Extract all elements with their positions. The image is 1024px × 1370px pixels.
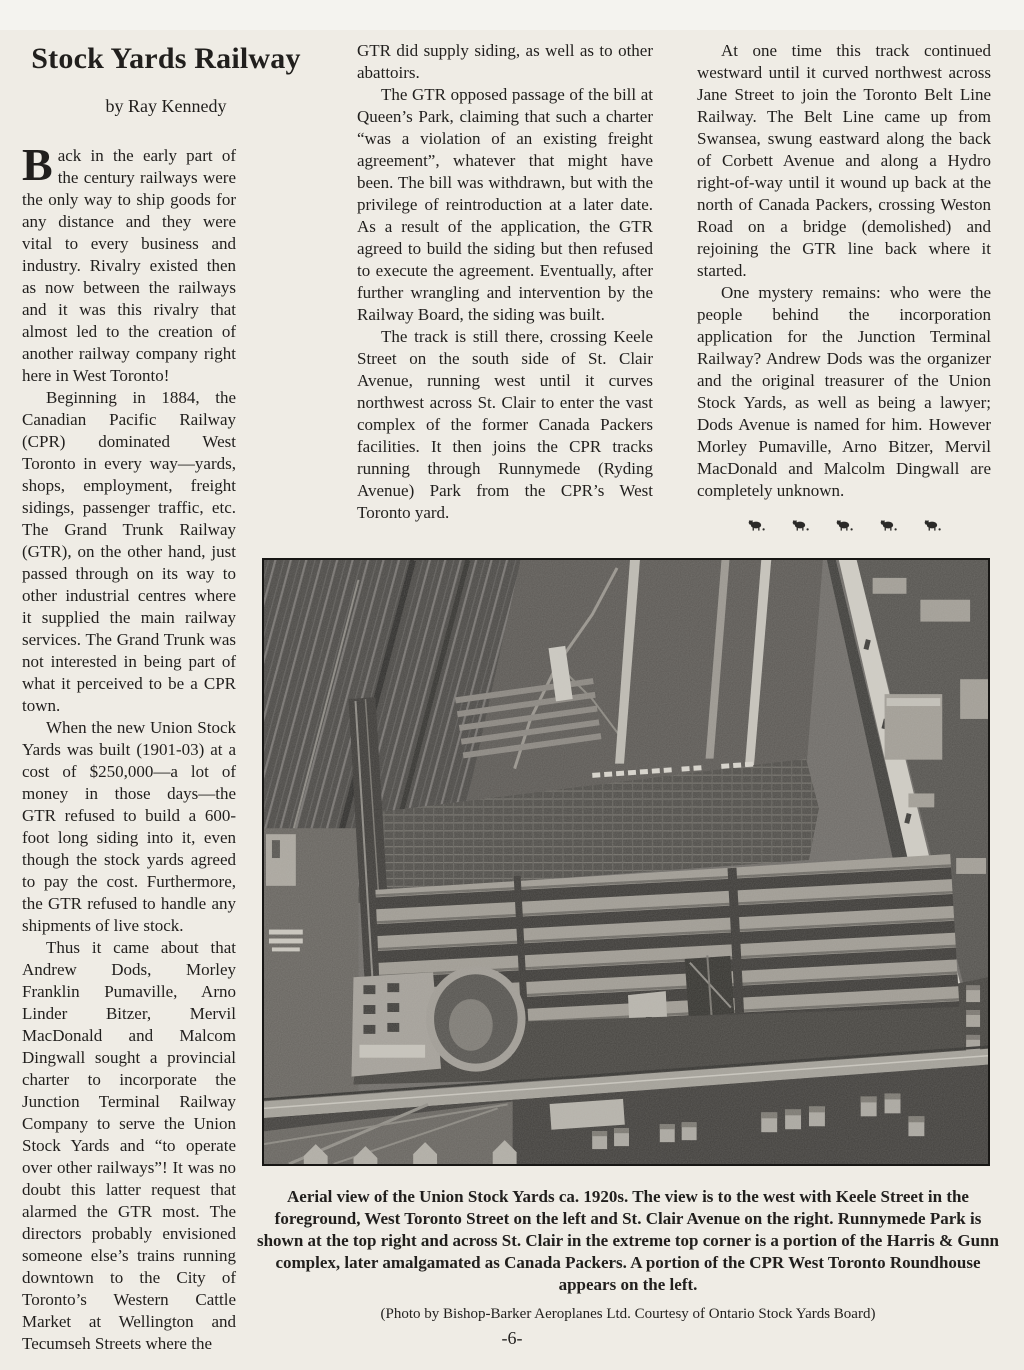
aerial-photo: [262, 558, 990, 1166]
dropcap-letter: B: [22, 139, 53, 190]
photo-credit: (Photo by Bishop-Barker Aeroplanes Ltd. Courtesy of Ontario Stock Yards Board): [380, 1306, 876, 1322]
photo-caption: [250, 1186, 1006, 1325]
cattle-dingbat: [880, 519, 897, 531]
paragraph: At one time this track continued westward until it curved northwest across Jane Street to join the Toronto Belt Line Railway. The Belt Line came up from Swansea, swung eastward along the back of Corbett Avenue and along a Hydro right-of-way until it wound up back at the north of Canada Packers, crossing Weston Road on a bridge (demolished) and rejoining the GTR line back where it started.: [697, 41, 991, 280]
page-title: Stock Yards Railway: [31, 42, 301, 75]
cattle-dingbat-icon: [836, 519, 853, 531]
page-top-scan-edge: [0, 0, 1024, 30]
cattle-dingbat-icon: [880, 519, 897, 531]
paragraph: Beginning in 1884, the Canadian Pacific Railway (CPR) dominated West Toronto in every way—yards, shops, employment, freight sidings, passenger traffic, etc. The Grand Trunk Railway (GTR), on the other hand, just passed through on its way to other industrial centres where it supplied the main railway services. The Grand Trunk was not interested in being part of what it perceived to be a CPR town.: [22, 388, 236, 715]
paragraph-text: ack in the early part of the century railways were the only way to ship goods for any distance and they were vital to every business and industry. Rivalry existed then as now between the railways and it was this rivalry that almost led to the creation of another railway company right here in West Toronto!: [22, 146, 236, 385]
paragraph: The track is still there, crossing Keele Street on the south side of St. Clair Avenue, running west until it curves northwest across St. Clair to enter the vast complex of the former Canada Packers facilities. It then joins the CPR tracks running through Runnymede (Ryding Avenue) Park from the CPR’s West Toronto yard.: [357, 327, 653, 522]
page-number: -6-: [501, 1328, 523, 1348]
cattle-dingbat-icon: [924, 519, 941, 531]
aerial-photo-illustration: [264, 560, 988, 1164]
paragraph: Thus it came about that Andrew Dods, Morley Franklin Pumaville, Arno Linder Bitzer, Mervil MacDonald and Malcom Dingwall sought a provincial charter to incorporate the Junction Terminal Railway Company to serve the Union Stock Yards and “to operate over other railways”! It was no doubt this latter request that alarmed the GTR most. The directors probably envisioned someone else’s trains running downtown to the City of Toronto’s Western Cattle Market at Wellington and Tecumseh Streets where the: [22, 938, 236, 1353]
paragraph: The GTR opposed passage of the bill at Queen’s Park, claiming that such a charter “was a violation of an existing freight agreement”, whatever that might have been. The bill was withdrawn, but with the privilege of reintroduction at a later date. As a result of the application, the GTR agreed to build the siding but then refused to execute the agreement. Eventually, after further wrangling and intervention by the Railway Board, the siding was built.: [357, 85, 653, 324]
paragraph: [22, 139, 314, 387]
cattle-dingbat: [924, 519, 941, 531]
article-column-2: [357, 40, 653, 524]
cattle-dingbat: [748, 519, 765, 531]
cattle-dingbat-icon: [792, 519, 809, 531]
cattle-dingbat: [792, 519, 809, 531]
byline: by Ray Kennedy: [105, 96, 227, 116]
photo-caption-text: Aerial view of the Union Stock Yards ca. 1920s. The view is to the west with Keele Street in the foreground, West Toronto Street on the left and St. Clair Avenue on the right. Runnymede Park is shown at the top right and across St. Clair in the extreme top corner is a portion of the Harris & Gunn complex, later amalgamated as Canada Packers. A portion of the CPR West Toronto Roundhouse appears on the left.: [256, 1187, 999, 1294]
paragraph: When the new Union Stock Yards was built (1901-03) at a cost of $250,000—a lot of money in those days—the GTR refused to build a 600-foot long siding into it, even though the stock yards agreed to pay the cost. Furthermore, the GTR refused to handle any shipments of live stock.: [22, 718, 236, 935]
cattle-dingbat-icon: [748, 519, 765, 531]
paragraph: One mystery remains: who were the people behind the incorporation application for the Junction Terminal Railway? Andrew Dods was the organizer and the original treasurer of the Union Stock Yards, as well as being a lawyer; Dods Avenue is named for him. However Morley Pumaville, Arno Bitzer, Mervil MacDonald and Malcolm Dingwall are completely unknown.: [697, 283, 991, 500]
cattle-dingbat: [836, 519, 853, 531]
article-column-3: [697, 40, 991, 531]
paragraph: GTR did supply siding, as well as to other abattoirs.: [357, 41, 653, 82]
end-of-article-ornaments: [697, 519, 991, 531]
